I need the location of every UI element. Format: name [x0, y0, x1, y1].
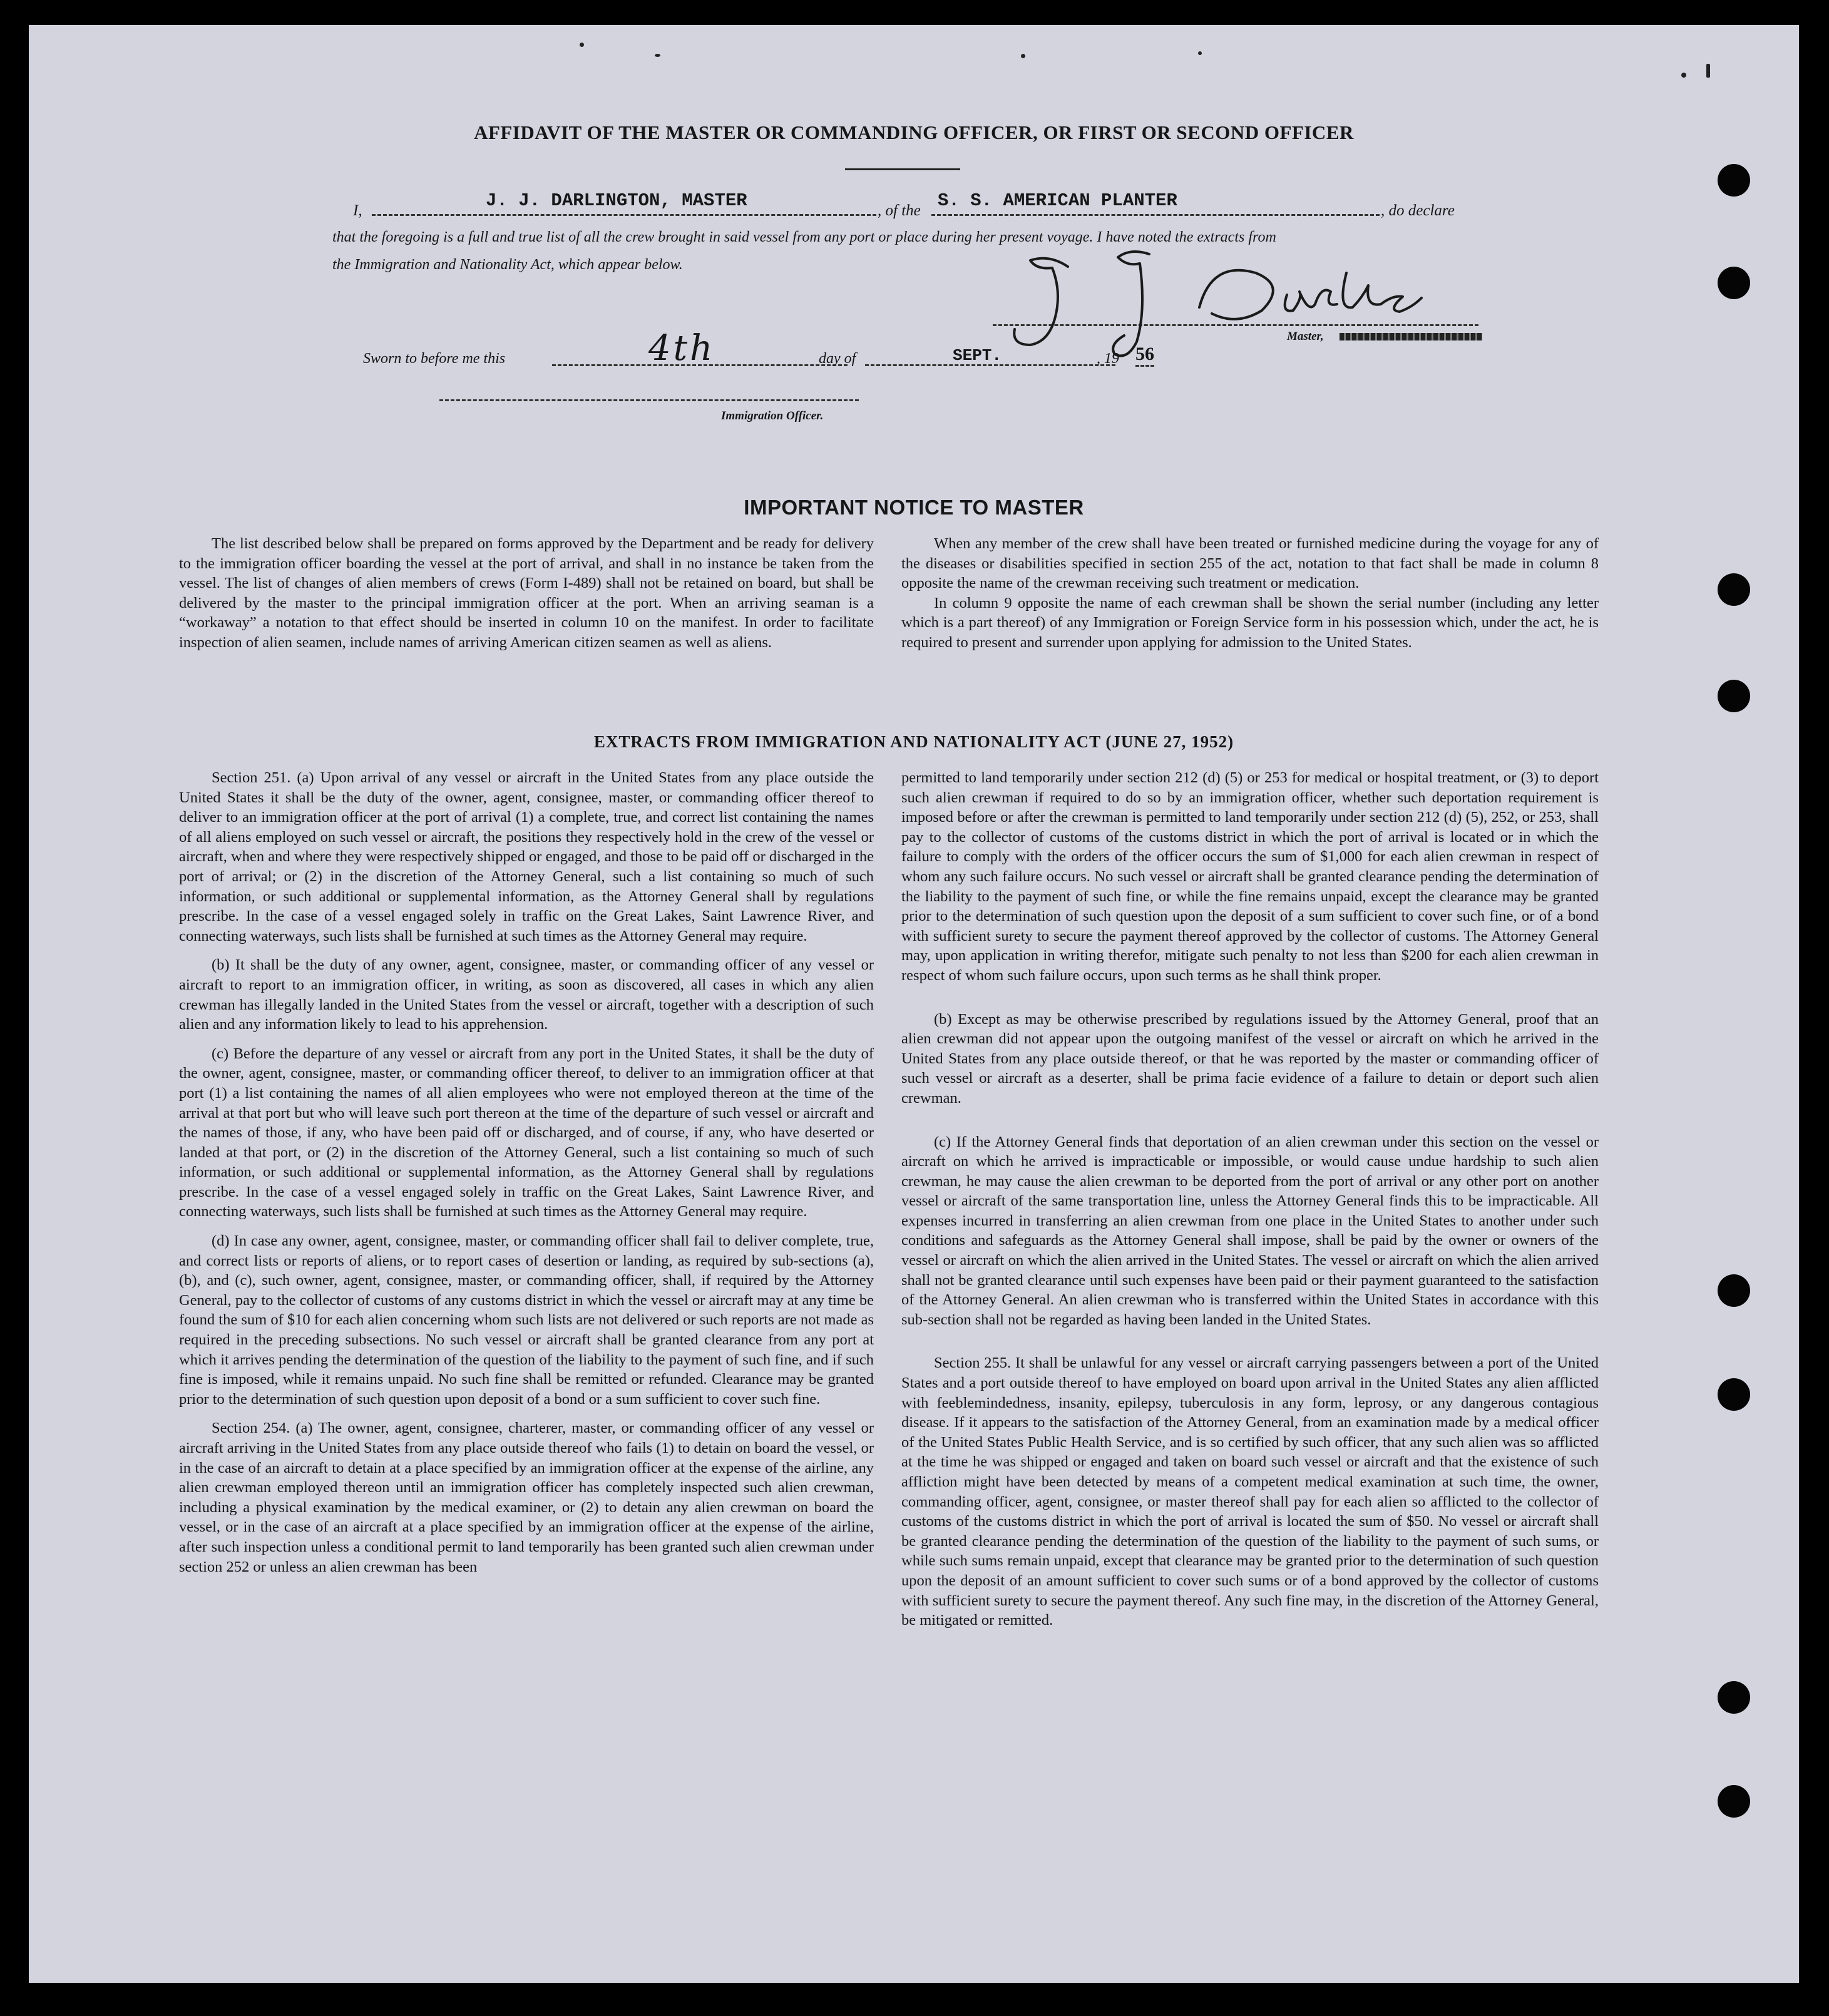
scan-speck	[655, 54, 660, 57]
vessel-name-value: S. S. AMERICAN PLANTER	[938, 190, 1177, 211]
day-of-label: day of	[819, 350, 856, 367]
sworn-label: Sworn to before me this	[363, 350, 506, 367]
affidavit-statement-line-2: the Immigration and Nationality Act, which appear below.	[332, 257, 683, 273]
section-251-b: (b) It shall be the duty of any owner, agent, consignee, master, or commanding officer of any vessel or aircraft to report to an immigration officer, in writing, as soon as discovered, all cases in which any alien crewman has illegally landed in the United States from the vessel or aircraft, together with a description of such alien and any information likely to lead to his apprehension.	[179, 956, 874, 1033]
vessel-line	[931, 214, 1380, 216]
year-prefix: , 19	[1097, 350, 1119, 367]
scan-speck	[1198, 51, 1202, 55]
punch-hole	[1718, 267, 1750, 299]
punch-hole	[1718, 1378, 1750, 1411]
scan-speck	[1681, 73, 1686, 78]
section-251-a: Section 251. (a) Upon arrival of any vessel or aircraft in the United States from any place outside the United States it shall be the duty of the owner, agent, consignee, master, or commanding officer thereof to deliver to an immigration officer at the port of arrival (1) a complete, true, and correct list containing the names of all aliens employed on such vessel or aircraft, the positions they respectively hold in the crew of the vessel or aircraft, when and where they were respectively shipped or engaged, and those to be paid off or discharged in the port of arrival; or (2) in the discretion of the Attorney General, such a list containing so much of such information, or such additional or supplemental information, as the Attorney General shall by regulations prescribe. In the case of a vessel engaged solely in traffic on the Great Lakes, Saint Lawrence River, and connecting waterways, such lists shall be furnished at such times as the Attorney General may require.	[179, 769, 874, 944]
affidavit-statement-line-1: that the foregoing is a full and true list of all the crew brought in said vessel from any port or place during her present voyage. I have noted the extracts from	[332, 229, 1276, 245]
i-label: I,	[353, 202, 362, 219]
notice-right-text: When any member of the crew shall have been treated or furnished medicine during the voyage for any of the diseases or disabilities specified in section 255 of the act, notation to that fact shall be made in column 8 opposite the name of the crewman receiving such treatment or medication. In column 9 opposite the name of each crewman shall be shown the serial number (including any letter which is a part thereof) of any Immigration or Foreign Service form in his possession which, under the act, he is required to present and surrender upon applying for admission to the United States.	[901, 535, 1599, 651]
affidavit-heading: AFFIDAVIT OF THE MASTER OR COMMANDING OFFICER, OR FIRST OR SECOND OFFICER	[474, 121, 1354, 143]
name-line	[372, 214, 876, 216]
of-the-label: , of the	[878, 202, 921, 219]
section-254-c: (c) If the Attorney General finds that deportation of an alien crewman under this section on the vessel or aircraft on which he arrived is impracticable or impossible, or would cause undue hardship to such alien crewman, he may cause the alien crewman to be deported from the port of arrival or any other port on another vessel or aircraft of the same transportation line, unless the Attorney General finds this to be impracticable. All expenses incurred in transferring an alien crewman from one place in the United States to another under such conditions and safeguards as the Attorney General shall impose, shall be paid by the owner or owners of the vessel or aircraft on which the alien arrived in the United States. The vessel or aircraft on which the alien arrived shall not be granted clearance until such expenses have been paid or their payment guaranteed to the satisfaction of the Attorney General. An alien crewman who is transferred within the United States in accordance with this sub-section shall not be regarded as having been landed in the United States.	[901, 1133, 1599, 1328]
master-name-value: J. J. DARLINGTON, MASTER	[486, 190, 747, 211]
extracts-right-column	[901, 768, 1599, 1630]
section-254-a: Section 254. (a) The owner, agent, consignee, charterer, master, or commanding officer of any vessel or aircraft arriving in the United States from any place outside thereof who fails (1) to detain on board the vessel, or in the case of an aircraft to detain at a place specified by an immigration officer at the expense of the airline, any alien crewman employed thereon until an immigration officer has completely inspected such alien crewman, including a physical examination by the medical examiner, or (2) to detain any alien crewman on board the vessel, or in the case of an aircraft at a place specified by an immigration officer at the expense of the airline, after such inspection unless a conditional permit to land temporarily has been granted such alien crewman under section 252 or unless an alien crewman has been	[179, 1420, 874, 1575]
do-declare-label: , do declare	[1381, 202, 1455, 219]
master-label: Master,	[1287, 330, 1324, 343]
notice-left-text: The list described below shall be prepared on forms approved by the Department and be ready for delivery to the immigration officer boarding the vessel at the port of arrival, and shall in no instance be taken from the vessel. The list of changes of alien members of crews (Form I-489) shall not be retained on board, but shall be delivered by the master to the principal immigration officer at the port. When an arriving seaman is a “workaway” a notation to that effect should be inserted in column 10 on the manifest. In order to facilitate inspection of alien seamen, include names of arriving American citizen seamen as well as aliens.	[179, 535, 874, 651]
scan-speck	[580, 43, 584, 47]
scan-speck	[1706, 64, 1710, 78]
punch-hole	[1718, 573, 1750, 606]
heading-rule	[845, 168, 960, 170]
year-value: 56	[1135, 344, 1154, 367]
extracts-heading: EXTRACTS FROM IMMIGRATION AND NATIONALITY ACT (JUNE 27, 1952)	[593, 732, 1234, 751]
section-254-b: (b) Except as may be otherwise prescribed by regulations issued by the Attorney General, proof that an alien crewman did not appear upon the outgoing manifest of the vessel or aircraft on which he arrived in the United States from any place outside thereof, or that he was reported by the master or commanding officer of such vessel or aircraft as a deserter, shall be prima facie evidence of a failure to detain or deport such alien crewman.	[901, 1010, 1599, 1107]
section-254-a-continued: permitted to land temporarily under section 212 (d) (5) or 253 for medical or hospital treatment, or (3) to deport such alien crewman if required to do so by an immigration officer, whether such deportation requirement is imposed before or after the crewman is permitted to land temporarily under section 212 (d) (5), 252, or 253, shall pay to the collector of customs of the customs district in which the port of arrival is located or in which the failure to comply with the orders of the officer occurs the sum of $1,000 for each alien crewman in respect of whom any such failure occurs. No such vessel or aircraft shall be granted clearance pending the determination of the liability to the payment of such fine, or while the fine remains unpaid, except the clearance may be granted prior to the determination of such question upon the deposit of a sum sufficient to cover such fine, or of a bond with sufficient surety to secure the payment thereof approved by the collector of customs. The Attorney General may, upon application in writing therefor, mitigate such penalty to not less than $200 for each alien crewman in respect of whom such failure occurs, upon such terms as he shall think proper.	[901, 769, 1599, 984]
punch-hole	[1718, 164, 1750, 197]
punch-hole	[1718, 680, 1750, 712]
punch-hole	[1718, 1274, 1750, 1307]
section-255: Section 255. It shall be unlawful for any vessel or aircraft carrying passengers between a port of the United States and a port outside thereof to have employed on board upon arrival in the United States any alien afflicted with feeblemindedness, insanity, epilepsy, tuberculosis in any form, leprosy, or any dangerous contagious disease. If it appears to the satisfaction of the Attorney General, from an examination made by a medical officer of the United States Public Health Service, and is so certified by such officer, that any such alien was so afflicted at the time he was shipped or engaged and taken on board such vessel or aircraft and that the existence of such affliction might have been detected by means of a competent medical examination at such time, the owner, commanding officer, agent, consignee, or master thereof shall pay for each alien so afflicted to the collector of customs of the customs district in which the port of arrival is located the sum of $50. No vessel or aircraft shall be granted clearance pending the determination of the question of the liability to the payment of such sums, or while such sums remain unpaid, except that clearance may be granted prior to the determination of such question upon the deposit of an amount sufficient to cover such sums or of a bond approved by the collector of customs with sufficient surety to secure the payment thereof. Any such fine may, in the discretion of the Attorney General, be mitigated or remitted.	[901, 1354, 1599, 1629]
section-251-d: (d) In case any owner, agent, consignee, master, or commanding officer shall fail to deliver complete, true, and correct lists or reports of aliens, or to report cases of desertion or landing, as required by sub-sections (a), (b), and (c), such owner, agent, consignee, master, or commanding officer, shall, if required by the Attorney General, pay to the collector of customs of any customs district in which the vessel or aircraft may at any time be found the sum of $10 for each alien concerning whom such lists are not delivered or such reports are not made as required in the preceding subsections. No such vessel or aircraft shall be granted clearance from any port at which it arrives pending the determination of the question of the liability to the payment of such fine, and if such fine is imposed, while it remains unpaid. No such fine shall be remitted or refunded. Clearance may be granted prior to the determination of such question upon deposit of a bond or a sum sufficient to cover such fine.	[179, 1232, 874, 1408]
immigration-officer-label: Immigration Officer.	[721, 409, 824, 422]
notice-heading: IMPORTANT NOTICE TO MASTER	[744, 496, 1084, 519]
extracts-left-column	[179, 768, 874, 1577]
day-value: 4th	[648, 328, 715, 369]
immigration-officer-line	[439, 399, 859, 401]
section-251-c: (c) Before the departure of any vessel or aircraft from any port in the United States, it shall be the duty of the owner, agent, consignee, master, or commanding officer thereof, to deliver to an immigration officer at that port (1) a list containing the names of all alien employees who were not employed thereon at the time of the arrival at that port but who will leave such port thereon at the time of the departure of such vessel or aircraft and the names of those, if any, who have been paid off or discharged, and of course, if any, who have deserted or landed at that port, or (2) in the discretion of the Attorney General, such a list containing so much of such information, or such additional or supplemental information, as the Attorney General shall by regulations prescribe. In the case of a vessel engaged solely in traffic on the Great Lakes, Saint Lawrence River, and connecting waterways, such lists shall be furnished at such times as the Attorney General may require.	[179, 1045, 874, 1220]
punch-hole	[1718, 1785, 1750, 1818]
punch-hole	[1718, 1681, 1750, 1714]
month-value: SEPT.	[953, 346, 1002, 365]
document-page	[29, 25, 1799, 1983]
scan-speck	[1021, 54, 1025, 58]
master-signature	[961, 235, 1425, 361]
